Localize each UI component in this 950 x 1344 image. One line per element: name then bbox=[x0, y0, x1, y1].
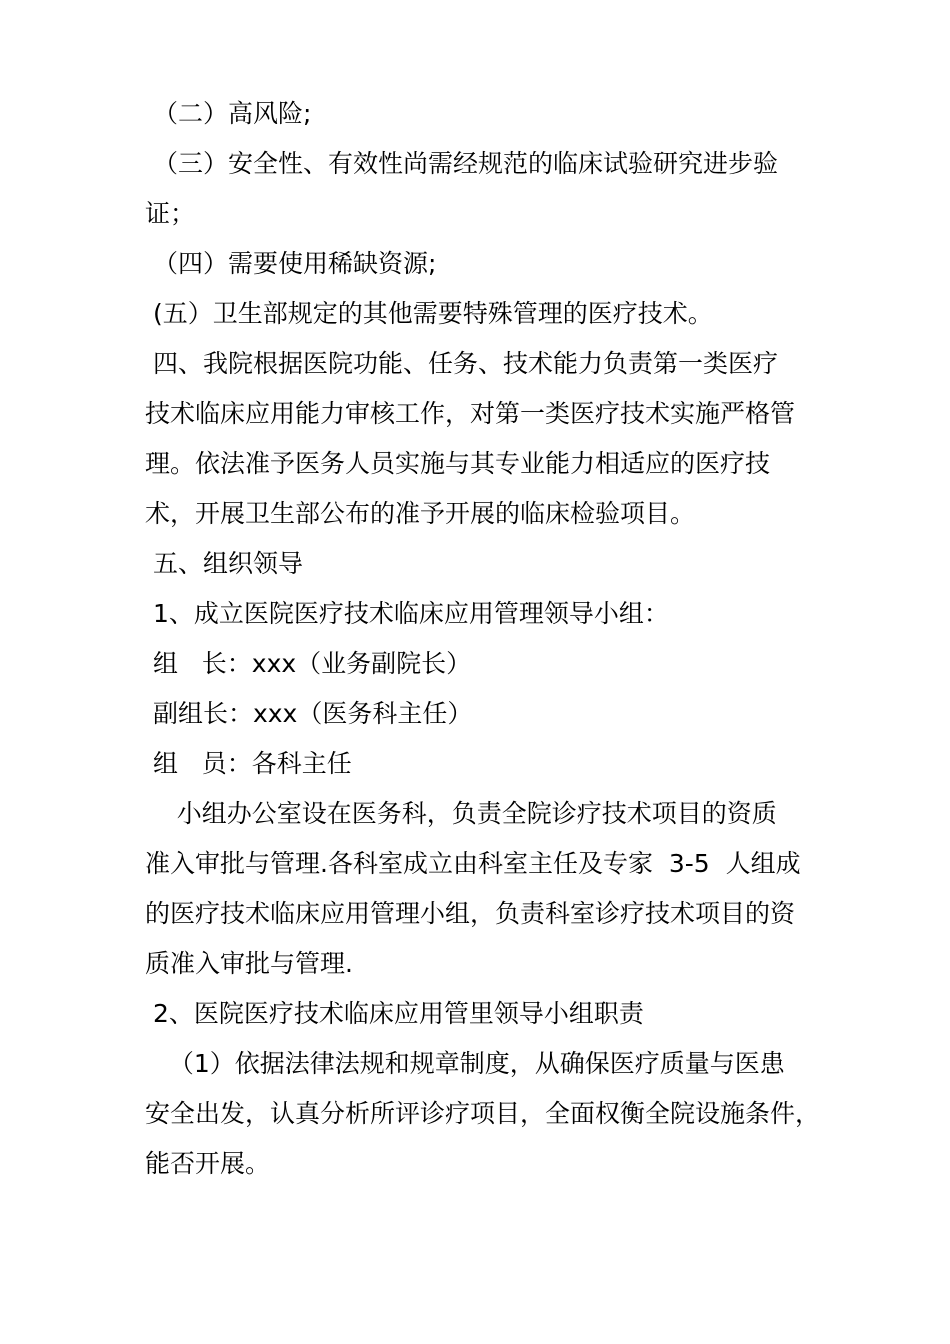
text-line-3: 证； bbox=[145, 199, 196, 228]
text-line-21: 安全出发，认真分析所评诊疗项目，全面权衡全院设施条件， bbox=[145, 1099, 821, 1128]
text-line-9: 术，开展卫生部公布的准予开展的临床检验项目。 bbox=[145, 499, 696, 528]
text-line-11: 1、成立医院医疗技术临床应用管理领导小组： bbox=[145, 599, 669, 628]
text-line-18: 质准入审批与管理. bbox=[145, 949, 353, 978]
text-line-2: （三）安全性、有效性尚需经规范的临床试验研究进步验 bbox=[145, 149, 778, 178]
text-line-22: 能否开展。 bbox=[145, 1149, 271, 1178]
text-line-7: 技术临床应用能力审核工作，对第一类医疗技术实施严格管 bbox=[145, 399, 796, 428]
text-line-6: 四、我院根据医院功能、任务、技术能力负责第一类医疗 bbox=[145, 349, 778, 378]
text-line-15: 小组办公室设在医务科，负责全院诊疗技术项目的资质 bbox=[145, 799, 777, 828]
text-line-4: （四）需要使用稀缺资源; bbox=[145, 249, 437, 278]
text-line-20: （1）依据法律法规和规章制度，从确保医疗质量与医患 bbox=[145, 1049, 785, 1078]
text-line-1: （二）高风险; bbox=[145, 99, 312, 128]
text-line-5: (五）卫生部规定的其他需要特殊管理的医疗技术。 bbox=[145, 299, 713, 328]
text-line-16: 准入审批与管理.各科室成立由科室主任及专家 3-5 人组成 bbox=[145, 849, 801, 878]
text-line-17: 的医疗技术临床应用管理小组，负责科室诊疗技术项目的资 bbox=[145, 899, 796, 928]
text-line-12: 组 长：xxx（业务副院长） bbox=[145, 649, 472, 678]
text-line-8: 理。依法准予医务人员实施与其专业能力相适应的医疗技 bbox=[145, 449, 771, 478]
text-line-10: 五、组织领导 bbox=[145, 549, 303, 578]
text-line-14: 组 员：各科主任 bbox=[145, 749, 352, 778]
text-line-19: 2、医院医疗技术临床应用管里领导小组职责 bbox=[145, 999, 644, 1028]
text-line-13: 副组长：xxx（医务科主任） bbox=[145, 699, 473, 728]
